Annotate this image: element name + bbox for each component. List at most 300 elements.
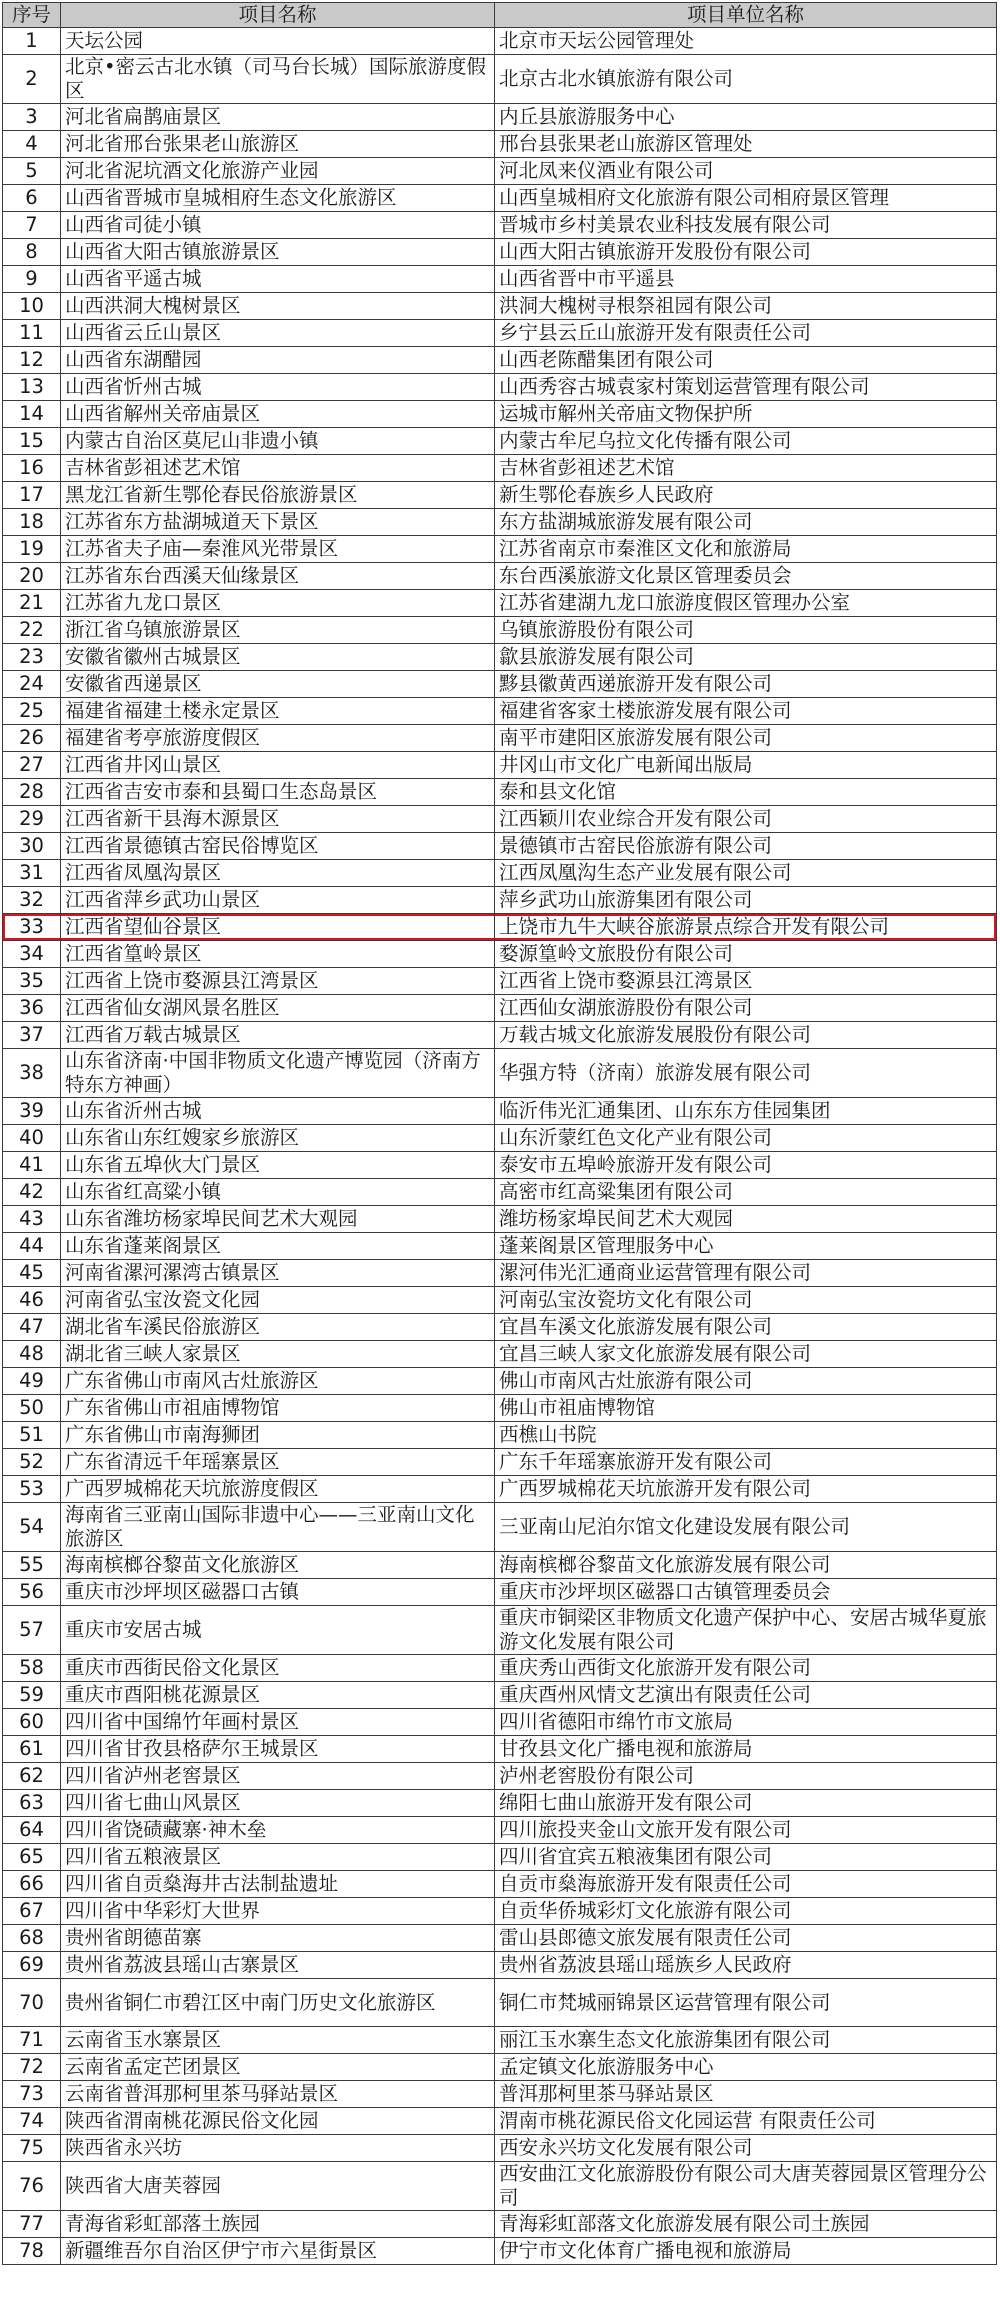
cell-project-unit: 江苏省建湖九龙口旅游度假区管理办公室 xyxy=(495,590,997,617)
cell-serial-number: 53 xyxy=(3,1476,61,1503)
cell-project-name: 江苏省夫子庙—秦淮风光带景区 xyxy=(61,536,495,563)
cell-project-unit: 新生鄂伦春族乡人民政府 xyxy=(495,482,997,509)
cell-project-name: 江苏省九龙口景区 xyxy=(61,590,495,617)
cell-serial-number: 64 xyxy=(3,1817,61,1844)
table-row xyxy=(3,2054,997,2081)
cell-project-unit: 宜昌车溪文化旅游发展有限公司 xyxy=(495,1314,997,1341)
cell-project-name: 山东省济南·中国非物质文化遗产博览园（济南方特东方神画） xyxy=(61,1049,495,1098)
cell-project-name: 河南省漯河漯湾古镇景区 xyxy=(61,1260,495,1287)
cell-project-name: 重庆市安居古城 xyxy=(61,1606,495,1655)
cell-project-unit: 婺源篁岭文旅股份有限公司 xyxy=(495,941,997,968)
cell-project-name: 河南省弘宝汝瓷文化园 xyxy=(61,1287,495,1314)
table-row xyxy=(3,1790,997,1817)
table-row xyxy=(3,1476,997,1503)
cell-project-unit: 绵阳七曲山旅游开发有限公司 xyxy=(495,1790,997,1817)
cell-project-unit: 青海彩虹部落文化旅游发展有限公司土族园 xyxy=(495,2211,997,2238)
table-row xyxy=(3,1763,997,1790)
cell-project-unit: 孟定镇文化旅游服务中心 xyxy=(495,2054,997,2081)
table-row xyxy=(3,212,997,239)
cell-project-unit: 四川省德阳市绵竹市文旅局 xyxy=(495,1709,997,1736)
cell-project-name: 福建省考亭旅游度假区 xyxy=(61,725,495,752)
table-row xyxy=(3,482,997,509)
cell-serial-number: 26 xyxy=(3,725,61,752)
cell-serial-number: 77 xyxy=(3,2211,61,2238)
table-row xyxy=(3,2135,997,2162)
cell-serial-number: 27 xyxy=(3,752,61,779)
cell-project-name: 广东省佛山市祖庙博物馆 xyxy=(61,1395,495,1422)
table-row xyxy=(3,104,997,131)
cell-serial-number: 17 xyxy=(3,482,61,509)
cell-project-unit: 广西罗城棉花天坑旅游开发有限公司 xyxy=(495,1476,997,1503)
table-row xyxy=(3,1314,997,1341)
table-row xyxy=(3,536,997,563)
cell-project-name: 广东省清远千年瑶寨景区 xyxy=(61,1449,495,1476)
cell-serial-number: 74 xyxy=(3,2108,61,2135)
cell-project-unit: 临沂伟光汇通集团、山东东方佳园集团 xyxy=(495,1098,997,1125)
table-row xyxy=(3,1152,997,1179)
table-row xyxy=(3,2162,997,2211)
cell-project-unit: 广东千年瑶寨旅游开发有限公司 xyxy=(495,1449,997,1476)
table-row xyxy=(3,185,997,212)
table-row xyxy=(3,55,997,104)
cell-serial-number: 5 xyxy=(3,158,61,185)
cell-project-name: 湖北省三峡人家景区 xyxy=(61,1341,495,1368)
cell-project-name: 江西省景德镇古窑民俗博览区 xyxy=(61,833,495,860)
cell-serial-number: 37 xyxy=(3,1022,61,1049)
cell-serial-number: 51 xyxy=(3,1422,61,1449)
cell-project-unit: 东方盐湖城旅游发展有限公司 xyxy=(495,509,997,536)
cell-serial-number: 7 xyxy=(3,212,61,239)
cell-serial-number: 28 xyxy=(3,779,61,806)
table-row xyxy=(3,1552,997,1579)
cell-project-name: 四川省饶碛藏寨·神木垒 xyxy=(61,1817,495,1844)
cell-project-unit: 佛山市祖庙博物馆 xyxy=(495,1395,997,1422)
cell-project-name: 广东省佛山市南海狮团 xyxy=(61,1422,495,1449)
cell-project-name: 云南省玉水寨景区 xyxy=(61,2027,495,2054)
cell-project-unit: 四川省宜宾五粮液集团有限公司 xyxy=(495,1844,997,1871)
cell-project-name: 黑龙江省新生鄂伦春民俗旅游景区 xyxy=(61,482,495,509)
cell-project-unit: 西安永兴坊文化发展有限公司 xyxy=(495,2135,997,2162)
cell-serial-number: 56 xyxy=(3,1579,61,1606)
cell-project-unit: 山西老陈醋集团有限公司 xyxy=(495,347,997,374)
cell-project-name: 山东省五埠伙大门景区 xyxy=(61,1152,495,1179)
cell-project-name: 江西省万载古城景区 xyxy=(61,1022,495,1049)
cell-serial-number: 24 xyxy=(3,671,61,698)
cell-serial-number: 36 xyxy=(3,995,61,1022)
cell-serial-number: 35 xyxy=(3,968,61,995)
cell-serial-number: 31 xyxy=(3,860,61,887)
cell-serial-number: 29 xyxy=(3,806,61,833)
cell-project-name: 河北省扁鹊庙景区 xyxy=(61,104,495,131)
cell-serial-number: 46 xyxy=(3,1287,61,1314)
cell-project-unit: 运城市解州关帝庙文物保护所 xyxy=(495,401,997,428)
cell-project-unit: 泸州老窖股份有限公司 xyxy=(495,1763,997,1790)
table-row xyxy=(3,995,997,1022)
cell-serial-number: 16 xyxy=(3,455,61,482)
cell-project-unit: 普洱那柯里茶马驿站景区 xyxy=(495,2081,997,2108)
cell-serial-number: 1 xyxy=(3,28,61,55)
table-row xyxy=(3,2211,997,2238)
cell-serial-number: 57 xyxy=(3,1606,61,1655)
cell-serial-number: 20 xyxy=(3,563,61,590)
cell-project-unit: 甘孜县文化广播电视和旅游局 xyxy=(495,1736,997,1763)
cell-serial-number: 21 xyxy=(3,590,61,617)
cell-project-name: 重庆市西街民俗文化景区 xyxy=(61,1655,495,1682)
cell-project-name: 山西省晋城市皇城相府生态文化旅游区 xyxy=(61,185,495,212)
cell-serial-number: 13 xyxy=(3,374,61,401)
cell-serial-number: 8 xyxy=(3,239,61,266)
cell-project-name: 广东省佛山市南风古灶旅游区 xyxy=(61,1368,495,1395)
table-row xyxy=(3,1395,997,1422)
cell-project-unit: 乌镇旅游股份有限公司 xyxy=(495,617,997,644)
cell-project-unit: 江西凤凰沟生态产业发展有限公司 xyxy=(495,860,997,887)
cell-project-unit: 渭南市桃花源民俗文化园运营 有限责任公司 xyxy=(495,2108,997,2135)
cell-serial-number: 76 xyxy=(3,2162,61,2211)
cell-serial-number: 30 xyxy=(3,833,61,860)
cell-project-name: 山西省东湖醋园 xyxy=(61,347,495,374)
table-row xyxy=(3,1709,997,1736)
table-row xyxy=(3,1844,997,1871)
cell-project-name: 海南槟榔谷黎苗文化旅游区 xyxy=(61,1552,495,1579)
table-row xyxy=(3,1022,997,1049)
cell-project-unit: 井冈山市文化广电新闻出版局 xyxy=(495,752,997,779)
cell-project-unit: 邢台县张果老山旅游区管理处 xyxy=(495,131,997,158)
cell-project-unit: 丽江玉水寨生态文化旅游集团有限公司 xyxy=(495,2027,997,2054)
cell-serial-number: 49 xyxy=(3,1368,61,1395)
cell-serial-number: 75 xyxy=(3,2135,61,2162)
cell-serial-number: 59 xyxy=(3,1682,61,1709)
table-row xyxy=(3,509,997,536)
table-row xyxy=(3,1871,997,1898)
cell-serial-number: 63 xyxy=(3,1790,61,1817)
cell-project-name: 江西省吉安市泰和县蜀口生态岛景区 xyxy=(61,779,495,806)
table-row xyxy=(3,1682,997,1709)
cell-project-name: 四川省自贡燊海井古法制盐遗址 xyxy=(61,1871,495,1898)
cell-serial-number: 54 xyxy=(3,1503,61,1552)
cell-project-unit: 泰和县文化馆 xyxy=(495,779,997,806)
cell-project-name: 海南省三亚南山国际非遗中心——三亚南山文化旅游区 xyxy=(61,1503,495,1552)
cell-serial-number: 3 xyxy=(3,104,61,131)
cell-project-name: 云南省孟定芒团景区 xyxy=(61,2054,495,2081)
cell-project-name: 山西洪洞大槐树景区 xyxy=(61,293,495,320)
cell-project-name: 江西省凤凰沟景区 xyxy=(61,860,495,887)
table-row xyxy=(3,320,997,347)
cell-serial-number: 42 xyxy=(3,1179,61,1206)
table-row xyxy=(3,1206,997,1233)
table-row xyxy=(3,590,997,617)
cell-project-name: 江西省井冈山景区 xyxy=(61,752,495,779)
cell-serial-number: 15 xyxy=(3,428,61,455)
cell-serial-number: 60 xyxy=(3,1709,61,1736)
table-row xyxy=(3,28,997,55)
cell-project-unit: 山西大阳古镇旅游开发股份有限公司 xyxy=(495,239,997,266)
table-row xyxy=(3,347,997,374)
cell-project-name: 福建省福建土楼永定景区 xyxy=(61,698,495,725)
cell-serial-number: 22 xyxy=(3,617,61,644)
cell-project-unit: 南平市建阳区旅游发展有限公司 xyxy=(495,725,997,752)
cell-serial-number: 69 xyxy=(3,1952,61,1979)
cell-project-name: 新疆维吾尔自治区伊宁市六星街景区 xyxy=(61,2238,495,2265)
table-row xyxy=(3,2238,997,2265)
cell-project-name: 四川省七曲山风景区 xyxy=(61,1790,495,1817)
cell-project-unit: 江西仙女湖旅游股份有限公司 xyxy=(495,995,997,1022)
table-row xyxy=(3,1979,997,2027)
cell-project-name: 河北省泥坑酒文化旅游产业园 xyxy=(61,158,495,185)
cell-serial-number: 73 xyxy=(3,2081,61,2108)
cell-project-name: 江苏省东台西溪天仙缘景区 xyxy=(61,563,495,590)
cell-project-unit: 西安曲江文化旅游股份有限公司大唐芙蓉园景区管理分公司 xyxy=(495,2162,997,2211)
cell-project-unit: 江苏省南京市秦淮区文化和旅游局 xyxy=(495,536,997,563)
cell-project-unit: 自贡市燊海旅游开发有限责任公司 xyxy=(495,1871,997,1898)
table-row xyxy=(3,1341,997,1368)
cell-serial-number: 32 xyxy=(3,887,61,914)
cell-project-name: 云南省普洱那柯里茶马驿站景区 xyxy=(61,2081,495,2108)
cell-serial-number: 18 xyxy=(3,509,61,536)
cell-project-unit: 山西省晋中市平遥县 xyxy=(495,266,997,293)
cell-serial-number: 50 xyxy=(3,1395,61,1422)
cell-project-unit: 福建省客家土楼旅游发展有限公司 xyxy=(495,698,997,725)
cell-project-unit: 歙县旅游发展有限公司 xyxy=(495,644,997,671)
cell-serial-number: 52 xyxy=(3,1449,61,1476)
table-row xyxy=(3,1503,997,1552)
cell-project-unit: 高密市红高粱集团有限公司 xyxy=(495,1179,997,1206)
cell-project-unit: 伊宁市文化体育广播电视和旅游局 xyxy=(495,2238,997,2265)
cell-project-name: 贵州省荔波县瑶山古寨景区 xyxy=(61,1952,495,1979)
cell-project-unit: 潍坊杨家埠民间艺术大观园 xyxy=(495,1206,997,1233)
table-row xyxy=(3,1817,997,1844)
table-row xyxy=(3,455,997,482)
table-row xyxy=(3,1952,997,1979)
table-row xyxy=(3,1422,997,1449)
cell-project-unit: 漯河伟光汇通商业运营管理有限公司 xyxy=(495,1260,997,1287)
table-row xyxy=(3,1260,997,1287)
cell-project-unit: 山西皇城相府文化旅游有限公司相府景区管理 xyxy=(495,185,997,212)
cell-project-unit: 佛山市南风古灶旅游有限公司 xyxy=(495,1368,997,1395)
cell-project-name: 河北省邢台张果老山旅游区 xyxy=(61,131,495,158)
cell-project-name: 天坛公园 xyxy=(61,28,495,55)
table-row xyxy=(3,1606,997,1655)
cell-project-unit: 吉林省彭祖述艺术馆 xyxy=(495,455,997,482)
cell-serial-number: 71 xyxy=(3,2027,61,2054)
cell-project-name: 吉林省彭祖述艺术馆 xyxy=(61,455,495,482)
table-row xyxy=(3,860,997,887)
cell-project-name: 贵州省朗德苗寨 xyxy=(61,1925,495,1952)
table-row xyxy=(3,293,997,320)
cell-serial-number: 38 xyxy=(3,1049,61,1098)
cell-project-name: 江西省萍乡武功山景区 xyxy=(61,887,495,914)
cell-project-unit: 晋城市乡村美景农业科技发展有限公司 xyxy=(495,212,997,239)
table-row xyxy=(3,266,997,293)
cell-project-unit: 北京市天坛公园管理处 xyxy=(495,28,997,55)
table-row xyxy=(3,617,997,644)
cell-serial-number: 45 xyxy=(3,1260,61,1287)
cell-serial-number: 62 xyxy=(3,1763,61,1790)
cell-project-unit: 重庆秀山西街文化旅游开发有限公司 xyxy=(495,1655,997,1682)
table-row xyxy=(3,1898,997,1925)
cell-project-name: 安徽省西递景区 xyxy=(61,671,495,698)
cell-project-name: 四川省中华彩灯大世界 xyxy=(61,1898,495,1925)
header-project-name: 项目名称 xyxy=(61,3,495,28)
cell-serial-number: 9 xyxy=(3,266,61,293)
cell-project-unit: 重庆市沙坪坝区磁器口古镇管理委员会 xyxy=(495,1579,997,1606)
cell-project-unit: 江西颖川农业综合开发有限公司 xyxy=(495,806,997,833)
cell-project-unit: 洪洞大槐树寻根祭祖园有限公司 xyxy=(495,293,997,320)
table-row xyxy=(3,806,997,833)
cell-serial-number: 39 xyxy=(3,1098,61,1125)
cell-serial-number: 72 xyxy=(3,2054,61,2081)
cell-serial-number: 65 xyxy=(3,1844,61,1871)
table-row xyxy=(3,968,997,995)
cell-project-unit: 贵州省荔波县瑶山瑶族乡人民政府 xyxy=(495,1952,997,1979)
table-row xyxy=(3,2108,997,2135)
table-row xyxy=(3,131,997,158)
cell-project-unit: 重庆酉州风情文艺演出有限责任公司 xyxy=(495,1682,997,1709)
table-row xyxy=(3,644,997,671)
cell-serial-number: 4 xyxy=(3,131,61,158)
cell-project-name: 广西罗城棉花天坑旅游度假区 xyxy=(61,1476,495,1503)
table-row xyxy=(3,1925,997,1952)
cell-project-unit: 黟县徽黄西递旅游开发有限公司 xyxy=(495,671,997,698)
cell-serial-number: 78 xyxy=(3,2238,61,2265)
cell-project-unit: 萍乡武功山旅游集团有限公司 xyxy=(495,887,997,914)
cell-project-unit: 自贡华侨城彩灯文化旅游有限公司 xyxy=(495,1898,997,1925)
cell-project-name: 北京•密云古北水镇（司马台长城）国际旅游度假区 xyxy=(61,55,495,104)
cell-project-unit: 山东沂蒙红色文化产业有限公司 xyxy=(495,1125,997,1152)
cell-project-unit: 四川旅投夹金山文旅开发有限公司 xyxy=(495,1817,997,1844)
cell-serial-number: 44 xyxy=(3,1233,61,1260)
table-body xyxy=(3,28,997,2265)
cell-serial-number: 43 xyxy=(3,1206,61,1233)
cell-serial-number: 41 xyxy=(3,1152,61,1179)
cell-project-name: 山西省大阳古镇旅游景区 xyxy=(61,239,495,266)
table-row xyxy=(3,1049,997,1098)
cell-project-name: 山西省解州关帝庙景区 xyxy=(61,401,495,428)
cell-serial-number: 66 xyxy=(3,1871,61,1898)
cell-project-name: 四川省甘孜县格萨尔王城景区 xyxy=(61,1736,495,1763)
table-row xyxy=(3,239,997,266)
table-row xyxy=(3,1179,997,1206)
table-row xyxy=(3,1125,997,1152)
cell-serial-number: 70 xyxy=(3,1979,61,2027)
table-row xyxy=(3,1655,997,1682)
cell-project-name: 山东省潍坊杨家埠民间艺术大观园 xyxy=(61,1206,495,1233)
cell-project-name: 重庆市酉阳桃花源景区 xyxy=(61,1682,495,1709)
table-row xyxy=(3,374,997,401)
cell-project-name: 陕西省大唐芙蓉园 xyxy=(61,2162,495,2211)
header-project-unit: 项目单位名称 xyxy=(495,3,997,28)
table-row-highlighted xyxy=(3,914,997,941)
cell-project-name: 江西省新干县海木源景区 xyxy=(61,806,495,833)
cell-serial-number: 6 xyxy=(3,185,61,212)
cell-project-unit: 蓬莱阁景区管理服务中心 xyxy=(495,1233,997,1260)
cell-project-unit: 景德镇市古窑民俗旅游有限公司 xyxy=(495,833,997,860)
cell-project-unit: 三亚南山尼泊尔馆文化建设发展有限公司 xyxy=(495,1503,997,1552)
cell-project-name: 陕西省渭南桃花源民俗文化园 xyxy=(61,2108,495,2135)
cell-serial-number: 47 xyxy=(3,1314,61,1341)
cell-project-unit: 乡宁县云丘山旅游开发有限责任公司 xyxy=(495,320,997,347)
cell-project-name: 湖北省车溪民俗旅游区 xyxy=(61,1314,495,1341)
cell-serial-number: 61 xyxy=(3,1736,61,1763)
cell-serial-number: 10 xyxy=(3,293,61,320)
table-row xyxy=(3,1579,997,1606)
table-header-row xyxy=(3,3,997,28)
table-row xyxy=(3,1736,997,1763)
cell-serial-number: 48 xyxy=(3,1341,61,1368)
cell-project-name: 贵州省铜仁市碧江区中南门历史文化旅游区 xyxy=(61,1979,495,2027)
cell-project-unit: 泰安市五埠岭旅游开发有限公司 xyxy=(495,1152,997,1179)
cell-project-name: 山东省山东红嫂家乡旅游区 xyxy=(61,1125,495,1152)
table-row xyxy=(3,1098,997,1125)
cell-project-unit: 山西秀容古城袁家村策划运营管理有限公司 xyxy=(495,374,997,401)
table-row xyxy=(3,1233,997,1260)
cell-project-unit: 海南槟榔谷黎苗文化旅游发展有限公司 xyxy=(495,1552,997,1579)
cell-serial-number: 14 xyxy=(3,401,61,428)
table-row xyxy=(3,1449,997,1476)
cell-serial-number: 68 xyxy=(3,1925,61,1952)
header-serial-number: 序号 xyxy=(3,3,61,28)
cell-project-name: 陕西省永兴坊 xyxy=(61,2135,495,2162)
cell-project-name: 重庆市沙坪坝区磁器口古镇 xyxy=(61,1579,495,1606)
cell-project-name: 四川省中国绵竹年画村景区 xyxy=(61,1709,495,1736)
table-row xyxy=(3,563,997,590)
table-row xyxy=(3,428,997,455)
cell-project-name: 四川省泸州老窖景区 xyxy=(61,1763,495,1790)
cell-serial-number: 58 xyxy=(3,1655,61,1682)
table-row xyxy=(3,2027,997,2054)
cell-project-unit: 东台西溪旅游文化景区管理委员会 xyxy=(495,563,997,590)
cell-serial-number: 67 xyxy=(3,1898,61,1925)
cell-serial-number: 55 xyxy=(3,1552,61,1579)
table-row xyxy=(3,1368,997,1395)
cell-project-name: 山西省云丘山景区 xyxy=(61,320,495,347)
cell-serial-number: 19 xyxy=(3,536,61,563)
cell-project-unit: 江西省上饶市婺源县江湾景区 xyxy=(495,968,997,995)
cell-project-unit: 铜仁市梵城丽锦景区运营管理有限公司 xyxy=(495,1979,997,2027)
cell-project-unit: 万载古城文化旅游发展股份有限公司 xyxy=(495,1022,997,1049)
table-row xyxy=(3,2081,997,2108)
cell-project-unit: 上饶市九牛大峡谷旅游景点综合开发有限公司 xyxy=(495,914,997,941)
cell-serial-number: 40 xyxy=(3,1125,61,1152)
cell-project-name: 青海省彩虹部落土族园 xyxy=(61,2211,495,2238)
cell-project-unit: 河南弘宝汝瓷坊文化有限公司 xyxy=(495,1287,997,1314)
table-row xyxy=(3,698,997,725)
table-row xyxy=(3,158,997,185)
cell-serial-number: 12 xyxy=(3,347,61,374)
cell-project-unit: 雷山县郎德文旅发展有限责任公司 xyxy=(495,1925,997,1952)
table-row xyxy=(3,779,997,806)
cell-project-name: 山西省平遥古城 xyxy=(61,266,495,293)
cell-serial-number: 25 xyxy=(3,698,61,725)
table-row xyxy=(3,887,997,914)
cell-project-name: 安徽省徽州古城景区 xyxy=(61,644,495,671)
cell-serial-number: 34 xyxy=(3,941,61,968)
cell-project-unit: 北京古北水镇旅游有限公司 xyxy=(495,55,997,104)
cell-project-unit: 宜昌三峡人家文化旅游发展有限公司 xyxy=(495,1341,997,1368)
cell-project-name: 浙江省乌镇旅游景区 xyxy=(61,617,495,644)
cell-project-name: 山西省司徒小镇 xyxy=(61,212,495,239)
cell-project-unit: 内丘县旅游服务中心 xyxy=(495,104,997,131)
cell-project-name: 山东省红高粱小镇 xyxy=(61,1179,495,1206)
cell-project-name: 山东省蓬莱阁景区 xyxy=(61,1233,495,1260)
cell-project-name: 江西省篁岭景区 xyxy=(61,941,495,968)
cell-project-unit: 内蒙古牟尼乌拉文化传播有限公司 xyxy=(495,428,997,455)
cell-project-name: 江苏省东方盐湖城道天下景区 xyxy=(61,509,495,536)
table-row xyxy=(3,752,997,779)
cell-project-unit: 河北凤来仪酒业有限公司 xyxy=(495,158,997,185)
table-row xyxy=(3,1287,997,1314)
cell-project-name: 江西省仙女湖风景名胜区 xyxy=(61,995,495,1022)
cell-serial-number: 2 xyxy=(3,55,61,104)
